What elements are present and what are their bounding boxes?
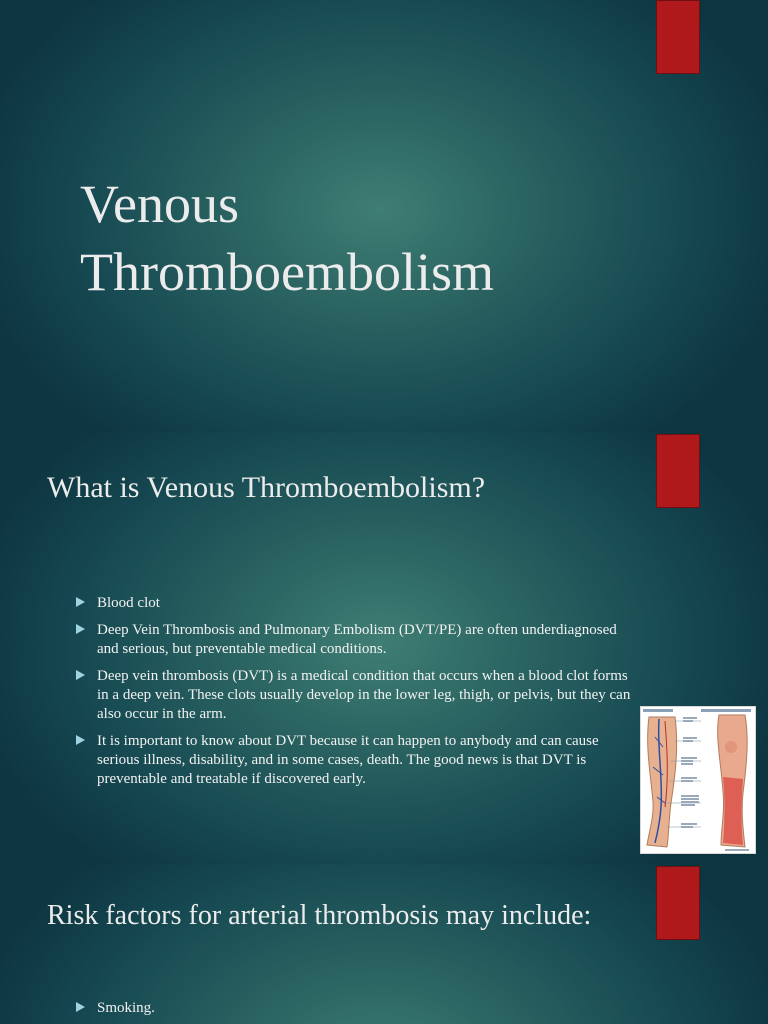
list-item xyxy=(76,594,634,613)
red-accent-bar xyxy=(656,866,700,940)
bullet-text: It is important to know about DVT because it can happen to anybody and can cause serious illness, disability, and in some cases, death. The good news is that DVT is preventable and treatable if discovered early. xyxy=(97,733,599,787)
triangle-bullet-icon xyxy=(76,1002,85,1012)
content-slide-what-is-vte xyxy=(0,432,768,864)
bullet-text: Smoking. xyxy=(97,1000,155,1016)
slide-title: Venous Thromboembolism xyxy=(80,174,494,302)
list-item xyxy=(76,621,634,659)
bullet-text: Blood clot xyxy=(97,595,160,611)
red-accent-bar xyxy=(656,434,700,508)
bullet-list xyxy=(76,999,634,1024)
dvt-leg-illustration xyxy=(640,706,756,854)
triangle-bullet-icon xyxy=(76,670,85,680)
list-item xyxy=(76,667,634,724)
triangle-bullet-icon xyxy=(76,597,85,607)
bullet-text: Deep Vein Thrombosis and Pulmonary Embolism (DVT/PE) are often underdiagnosed and serious, but preventable medical conditions. xyxy=(97,622,617,657)
slide-heading: Risk factors for arterial thrombosis may include: xyxy=(47,900,592,931)
list-item xyxy=(76,999,634,1018)
bullet-list xyxy=(76,594,634,797)
list-item xyxy=(76,732,634,789)
red-accent-bar xyxy=(656,0,700,74)
triangle-bullet-icon xyxy=(76,624,85,634)
triangle-bullet-icon xyxy=(76,735,85,745)
title-slide xyxy=(0,0,768,432)
content-slide-risk-factors xyxy=(0,864,768,1024)
bullet-text: Deep vein thrombosis (DVT) is a medical condition that occurs when a blood clot forms in a deep vein. These clots usually develop in the lower leg, thigh, or pelvis, but they can also occur in the arm. xyxy=(97,668,631,722)
slide-heading: What is Venous Thromboembolism? xyxy=(47,471,486,504)
